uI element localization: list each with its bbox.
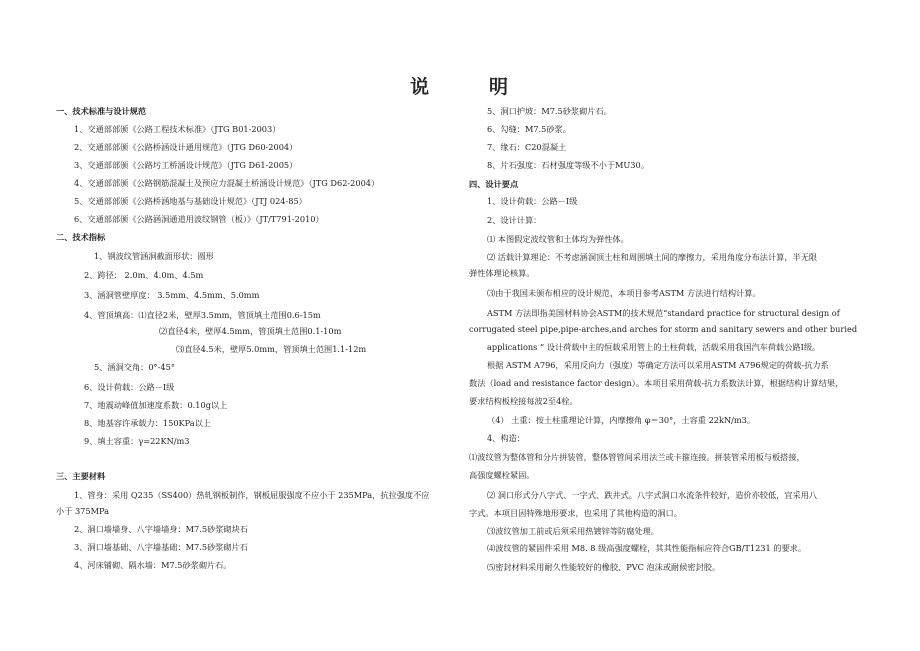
text-line: ⑸密封材料采用耐久性能较好的橡胶、PVC 泡沫或耐候密封胶。 (487, 562, 721, 572)
text-line: （4） 土重：按土柱重理论计算，内摩擦角 φ＝30°，土容重 22kN/m3。 (487, 415, 756, 425)
text-line: 小于 375MPa (56, 506, 110, 516)
text-line: 字式。本项目因特殊地形要求，也采用了其他构造的洞口。 (469, 508, 682, 518)
text-line: 3、涵洞管壁厚度： 3.5mm、4.5mm、5.0mm (84, 290, 260, 300)
text-line: corrugated steel pipe,pipe-arches,and arches for storm and sanitary sewers and other buried (469, 324, 858, 334)
text-line: 2、交通部部颁《公路桥涵设计通用规范》（JTG D60-2004） (74, 142, 298, 152)
text-line: 4、交通部部颁《公路钢筋混凝土及预应力混凝土桥涵设计规范》（JTG D62-2004） (74, 178, 380, 188)
text-line: 弹性体理论核算。 (469, 268, 535, 278)
text-line: 3、交通部部颁《公路圬工桥涵设计规范》（JTG D61-2005） (74, 160, 298, 170)
text-line: ⑴ 本图假定波纹管和土体均为弹性体。 (487, 234, 629, 244)
text-line: 1、交通部部颁《公路工程技术标准》（JTG B01-2003） (74, 124, 281, 134)
text-line: 6、交通部部颁《公路涵洞通道用波纹钢管（板）》（JT/T791-2010） (74, 214, 324, 224)
text-line: ⑶波纹管加工前或后须采用热镀锌等防腐处理。 (487, 526, 659, 536)
text-line: 数法（load and resistance factor design）。本项目采用荷载-抗力系数法计算，根据结构计算结果， (469, 378, 844, 388)
page-title (0, 72, 920, 99)
section-heading: 三、主要材料 (56, 471, 106, 481)
text-line: 4、构造： (487, 433, 525, 443)
text-line: 4、管顶填高：⑴直径2米，壁厚3.5mm，管顶填土范围0.6-15m (84, 310, 321, 320)
text-line: 5、交通部部颁《公路桥涵地基与基础设计规范》（JTJ 024-85） (74, 196, 307, 206)
text-line: 4、河床铺砌、隔水墙：M7.5砂浆砌片石。 (74, 560, 232, 570)
section-heading: 二、技术指标 (56, 232, 106, 242)
text-line: 根据 ASTM A796，采用反向力（强度）等确定方法可以采用ASTM A796规定的荷载-抗力系 (487, 360, 829, 370)
text-line: 8、片石强度：石材强度等级不小于MU30。 (487, 160, 649, 170)
text-line: ⑵直径4米，壁厚4.5mm，管顶填土范围0.1-10m (159, 326, 342, 336)
section-heading: 四、设计要点 (469, 179, 519, 189)
text-line: ⑶由于我国未颁布相应的设计规范，本项目参考ASTM 方法进行结构计算。 (487, 288, 761, 298)
title-char-2: 明 (489, 76, 511, 98)
text-line: 5、洞口护坡：M7.5砂浆砌片石。 (487, 106, 612, 116)
text-line: 2、设计计算： (487, 215, 542, 225)
text-line: 6、设计荷载：公路－Ⅰ级 (84, 382, 175, 392)
title-char-1: 说 (409, 76, 431, 98)
text-line: 要求结构板栓接每波2至4栓。 (469, 396, 578, 406)
text-line: 1、设计荷载：公路－Ⅰ级 (487, 196, 578, 206)
text-line: 8、地基容许承载力：150KPa以上 (84, 418, 212, 428)
text-line: ASTM 方法即指美国材料协会ASTM的技术规范“standard practice for structural design of (487, 308, 840, 318)
text-line: 高强度螺栓紧固。 (469, 470, 535, 480)
text-line: 6、勾缝：M7.5砂浆。 (487, 124, 571, 134)
text-line: applications ” 设计荷载中主的恒载采用管上的土柱荷载，活载采用我国汽车荷载公路I级。 (487, 342, 821, 352)
section-heading: 一、技术标准与设计规范 (56, 106, 147, 116)
text-line: ⑴波纹管为整体管和分片拼装管，整体管管间采用法兰或卡箍连接。拼装管采用板与板搭接， (469, 452, 805, 462)
text-line: 7、地震动峰值加速度系数：0.10g以上 (84, 400, 228, 410)
text-line: 3、洞口墙基础、八字墙基础：M7.5砂浆砌片石 (74, 542, 248, 552)
text-line: 5、涵洞交角：0°-45° (94, 362, 175, 372)
text-line: 9、填土容重：γ=22KN/m3 (84, 436, 190, 446)
text-line: ⑷波纹管的紧固件采用 M8. 8 级高强度螺栓，其其性能指标应符合GB/T1231 的要求。 (487, 543, 807, 553)
text-line: 2、跨径： 2.0m、4.0m、4.5m (84, 270, 204, 280)
text-line: ⑵ 洞口形式分八字式、一字式、跌井式。八字式洞口水流条件较好，造价亦较低，宜采用八 (487, 490, 818, 500)
text-line: ⑶直径4.5米，壁厚5.0mm，管顶填土范围1.1-12m (176, 344, 367, 354)
text-line: 1、钢波纹管涵洞截面形状：圆形 (94, 251, 214, 261)
text-line: 2、洞口墙墙身、八字墙墙身：M7.5砂浆砌块石 (74, 524, 248, 534)
text-line: 7、缘石：C20混凝土 (487, 142, 567, 152)
text-line: 1、管身：采用 Q235（SS400）热轧钢板制作，钢板屈服强度不应小于 235MPa，抗拉强度不应 (74, 490, 430, 500)
text-line: ⑵ 活载计算理论：不考虑涵洞顶土柱和周围填土间的摩擦力，采用角度分布法计算，半无限 (487, 252, 818, 262)
